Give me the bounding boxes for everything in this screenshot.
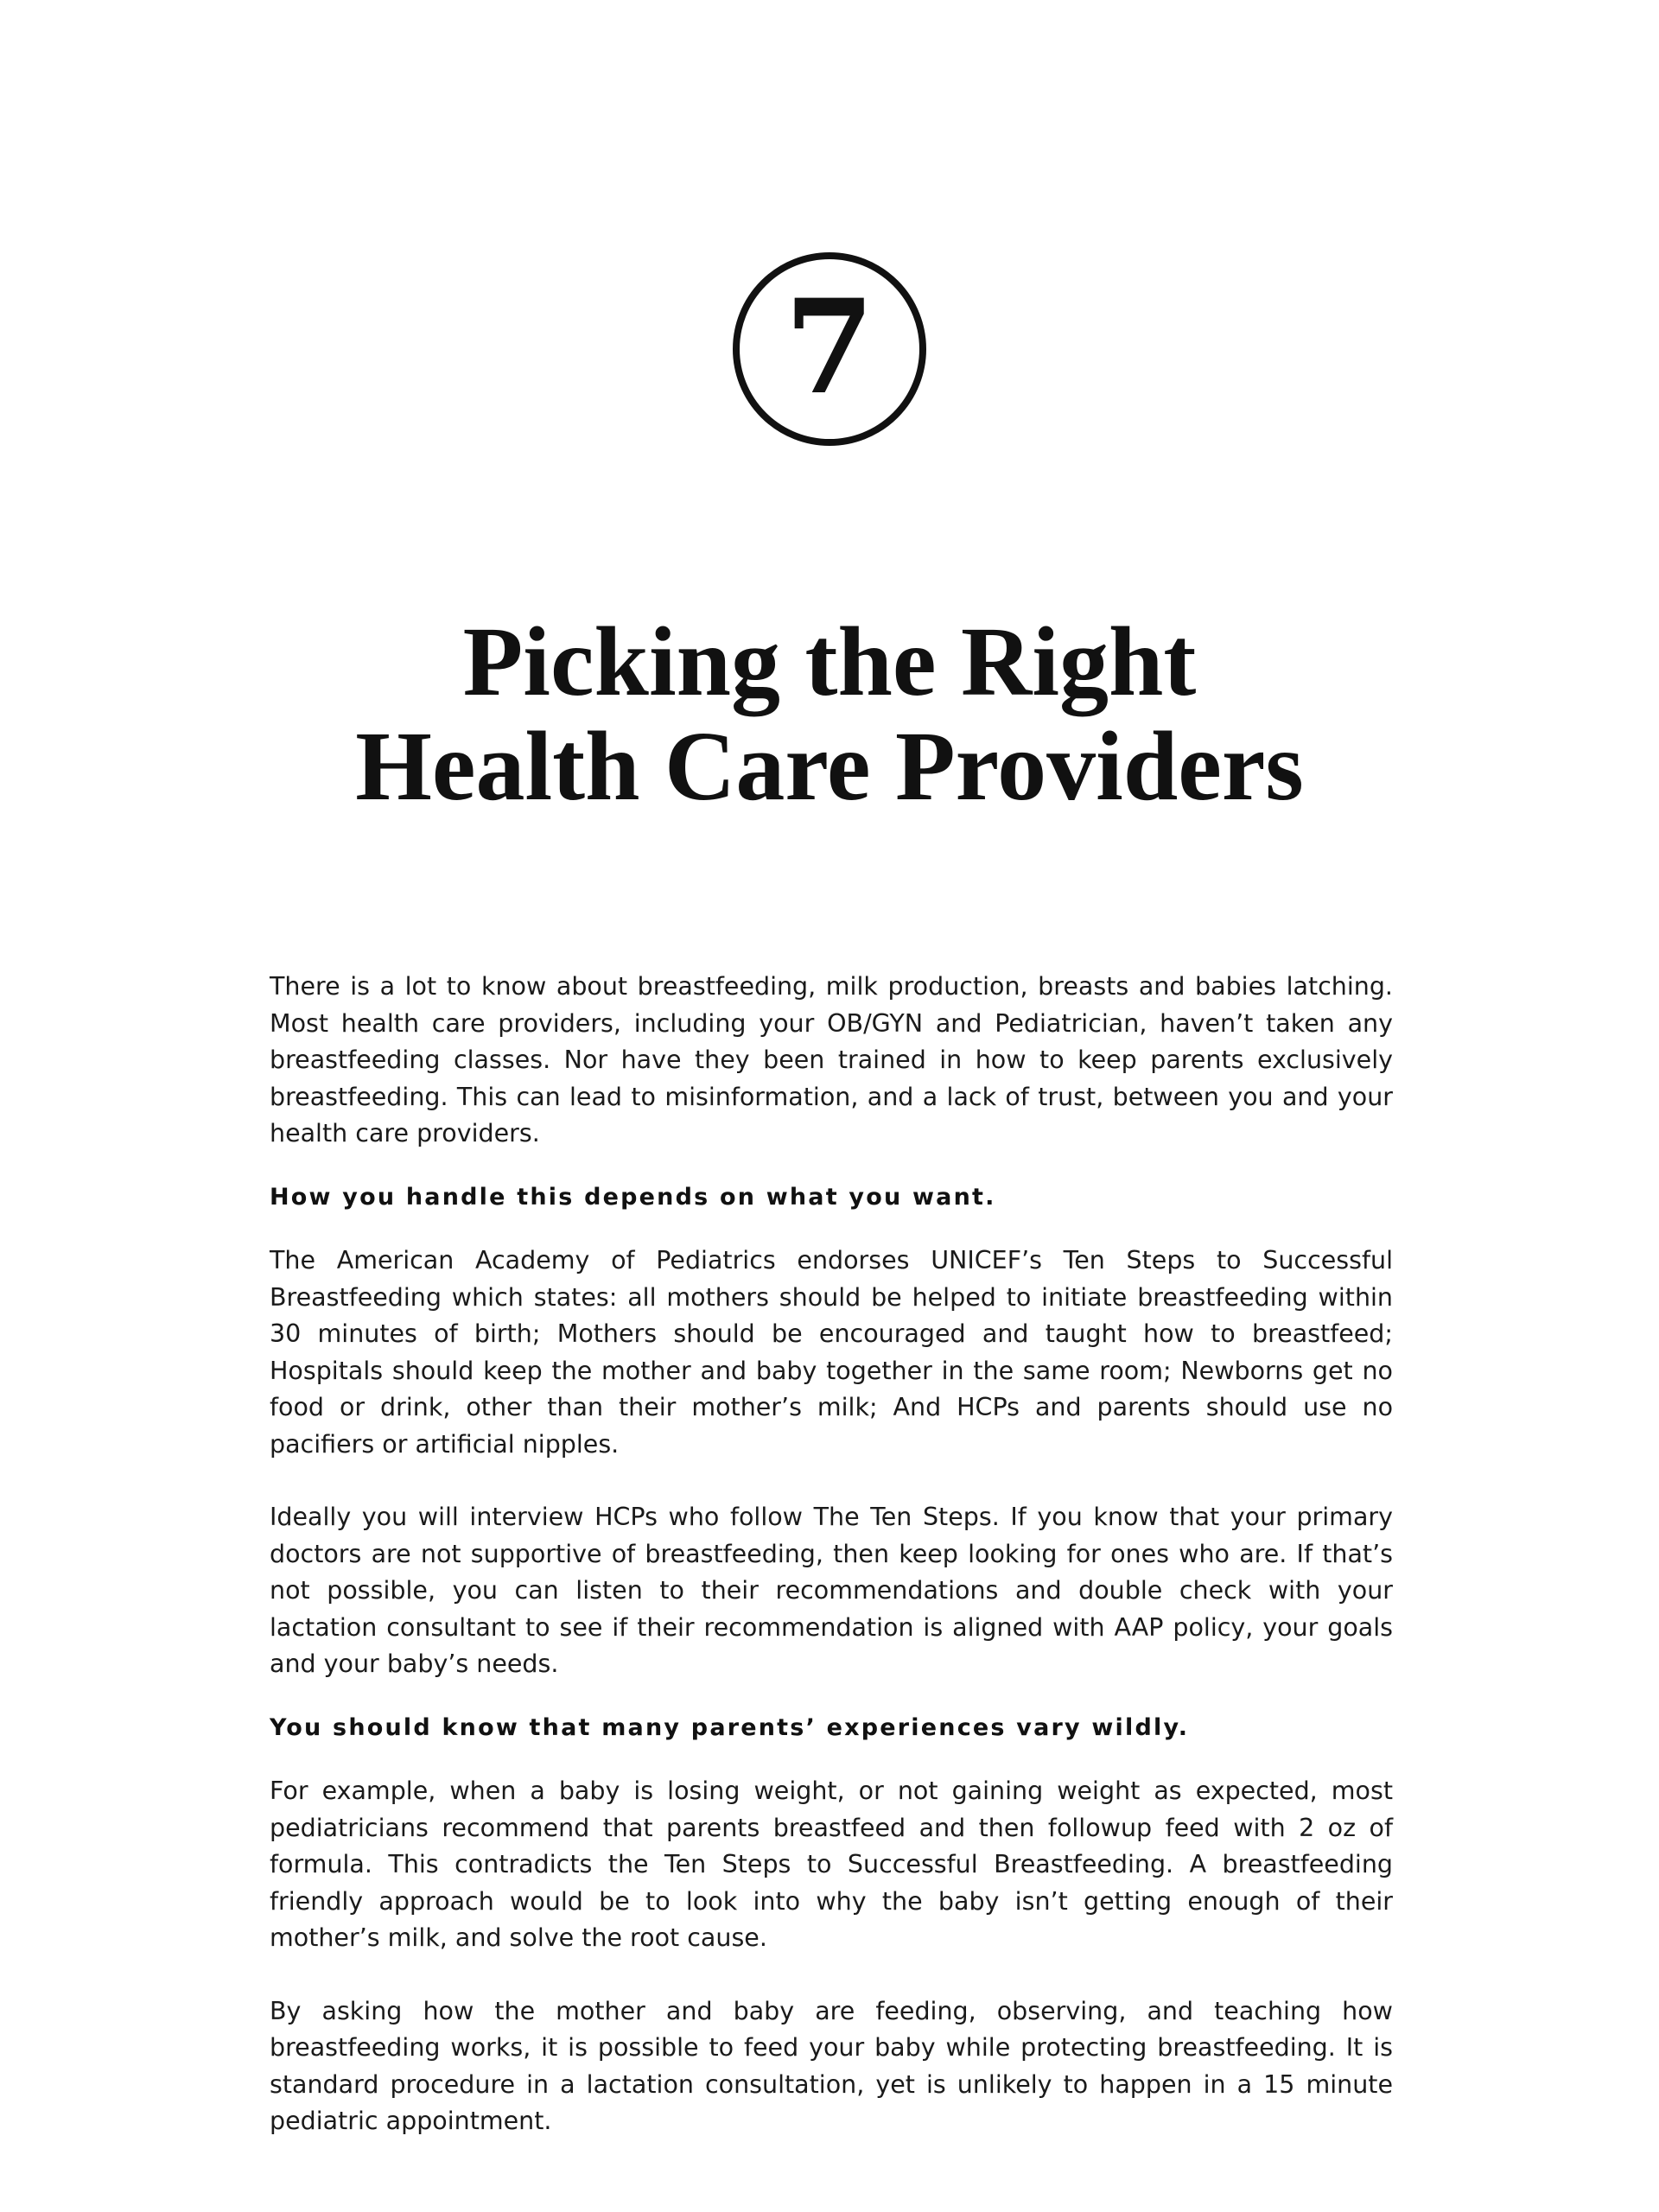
- chapter-number-badge: [733, 252, 926, 446]
- paragraph-ten-steps: The American Academy of Pediatrics endorses UNICEF’s Ten Steps to Successful Breastfeeding which states: all mothers should be helped to initiate breastfeeding within 30 minutes of birth; Mothers should be encouraged and taught how to breastfeed; Hospitals should keep the mother and baby together in the same room; Newborns get no food or drink, other than their mother’s milk; And HCPs and parents should use no pacifiers or artificial nipples.: [270, 1246, 1393, 1459]
- chapter-title: [0, 607, 1659, 821]
- subheading-handle: How you handle this depends on what you want.: [270, 1183, 996, 1211]
- paragraph-protecting-breastfeeding: By asking how the mother and baby are feeding, observing, and teaching how breastfeeding works, it is possible to feed your baby while protecting breastfeeding. It is standard procedure in a lactation consultation, yet is unlikely to happen in a 15 minute pediatric appointment.: [270, 1996, 1393, 2135]
- chapter-title-line-1: Picking the Right: [462, 607, 1197, 716]
- paragraph-example: For example, when a baby is losing weight, or not gaining weight as expected, most pediatricians recommend that parents breastfeed and then followup feed with 2 oz of formula. This contradicts the Ten Steps to Successful Breastfeeding. A breastfeeding friendly approach would be to look into why the baby isn’t getting enough of their mother’s milk, and solve the root cause.: [270, 1777, 1393, 1952]
- chapter-number: 7: [784, 271, 875, 423]
- paragraph-interview-hcps: Ideally you will interview HCPs who follow The Ten Steps. If you know that your primary doctors are not supportive of breastfeeding, then keep looking for ones who are. If that’s not possible, you can listen to their recommendations and double check with your lactation consultant to see if their recommendation is aligned with AAP policy, your goals and your baby’s needs.: [270, 1503, 1393, 1678]
- paragraph-intro: There is a lot to know about breastfeeding, milk production, breasts and babies latching. Most health care providers, including your OB/GYN and Pediatrician, haven’t taken any breastfeeding classes. Nor have they been trained in how to keep parents exclusively breastfeeding. This can lead to misinformation, and a lack of trust, between you and your health care providers.: [270, 972, 1393, 1147]
- subheading-experiences: You should know that many parents’ experiences vary wildly.: [270, 1713, 1190, 1741]
- chapter-body: [270, 969, 1393, 2140]
- chapter-title-line-2: Health Care Providers: [355, 711, 1304, 821]
